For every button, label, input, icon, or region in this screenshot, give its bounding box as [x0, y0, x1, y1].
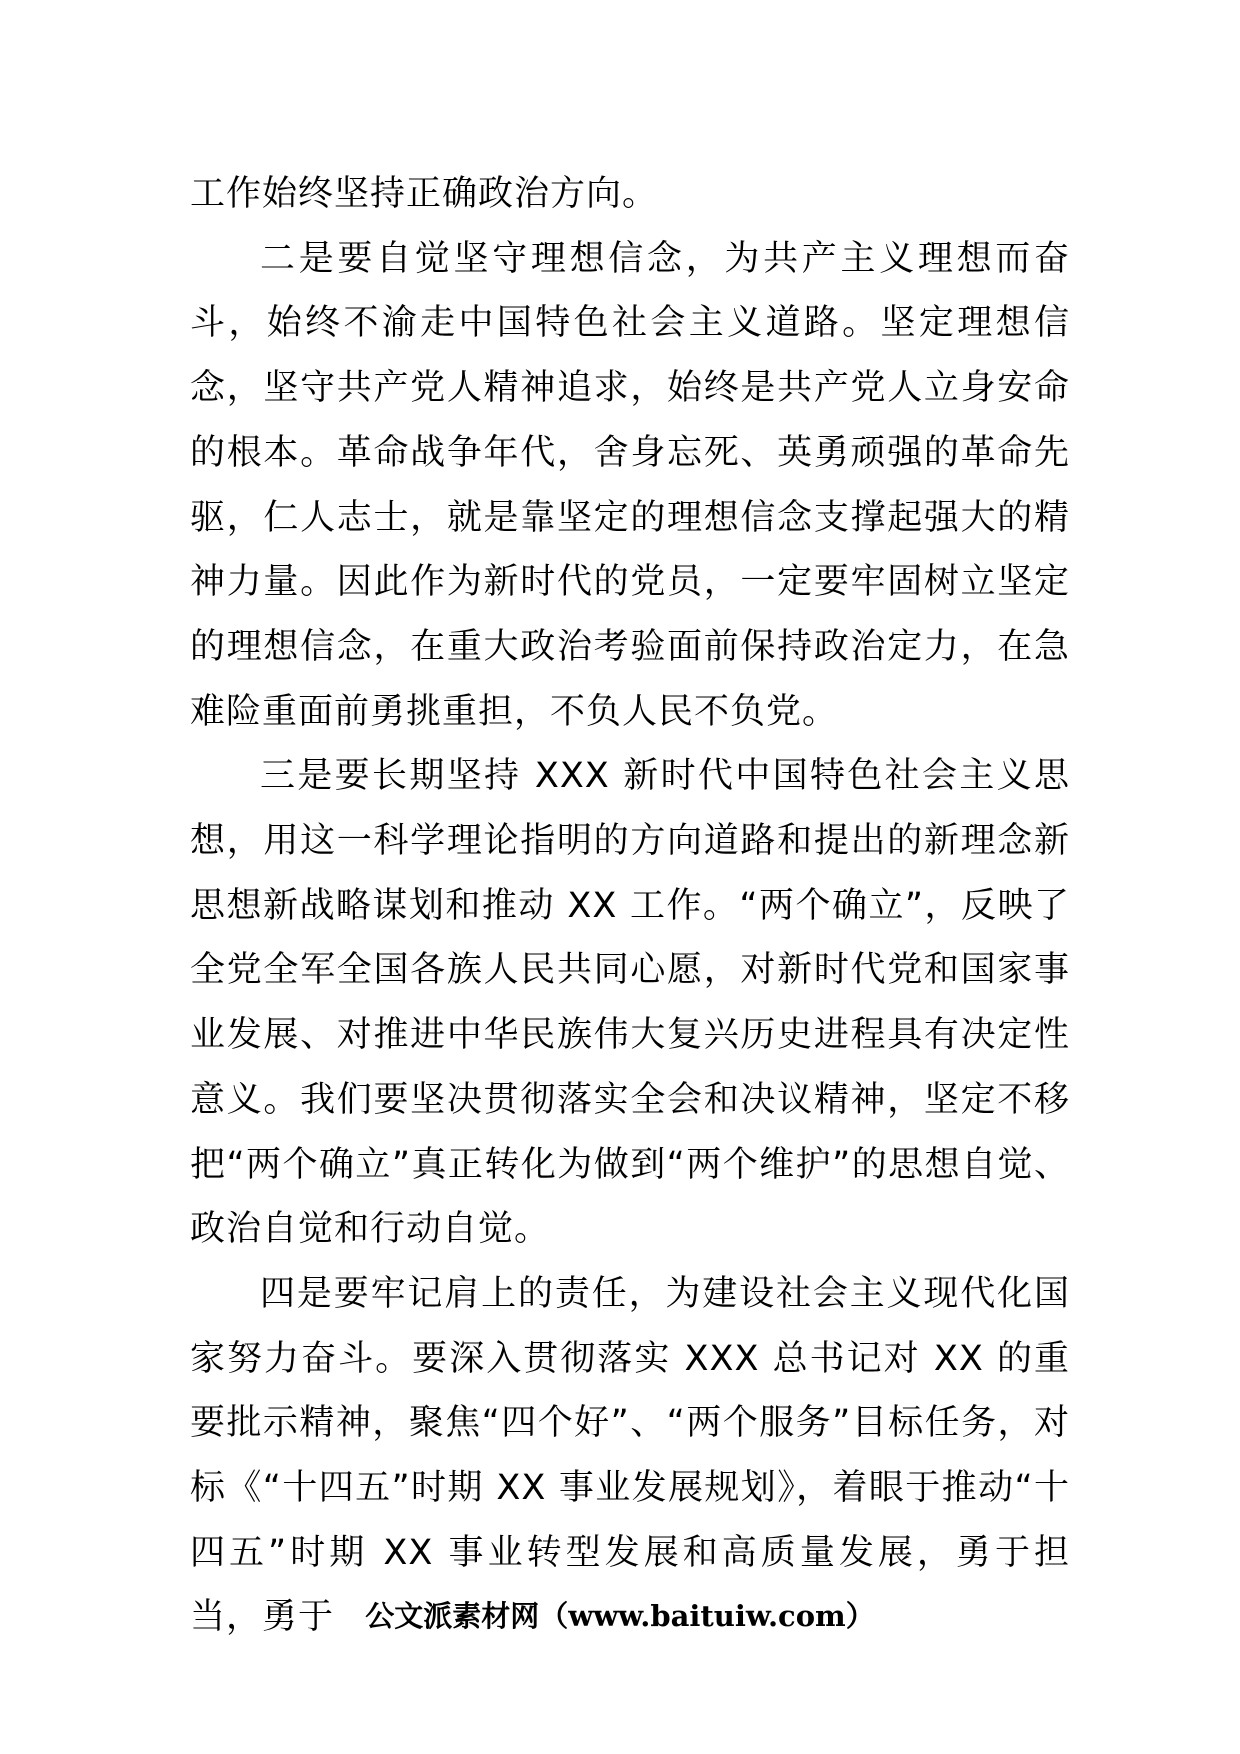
footer-watermark: 公文派素材网（www.baituiw.com） [365, 1599, 875, 1633]
document-body [190, 162, 1070, 1650]
paragraph-3: 三是要长期坚持 XXX 新时代中国特色社会主义思想，用这一科学理论指明的方向道路和提出的新理念新思想新战略谋划和推动 XX 工作。“两个确立”，反映了全党全军全国各族人民共同心愿，对新时代党和国家事业发展、对推进中华民族伟大复兴历史进程具有决定性意义。我们要坚决贯彻落实全会和决议精神，坚定不移把“两个确立”真正转化为做到“两个维护”的思想自觉、政治自觉和行动自觉。 [190, 756, 1070, 1250]
paragraph-2: 二是要自觉坚守理想信念，为共产主义理想而奋斗，始终不渝走中国特色社会主义道路。坚定理想信念，坚守共产党人精神追求，始终是共产党人立身安命的根本。革命战争年代，舍身忘死、英勇顽强的革命先驱，仁人志士，就是靠坚定的理想信念支撑起强大的精神力量。因此作为新时代的党员，一定要牢固树立坚定的理想信念，在重大政治考验面前保持政治定力，在急难险重面前勇挑重担，不负人民不负党。 [190, 238, 1070, 732]
paragraph-4: 四是要牢记肩上的责任，为建设社会主义现代化国家努力奋斗。要深入贯彻落实 XXX 总书记对 XX 的重要批示精神，聚焦“四个好”、“两个服务”目标任务，对标《“十四五”时期 XX 事业发展规划》，着眼于推动“十四五”时期 XX 事业转型发展和高质量发展，勇于担当，勇于 [190, 1273, 1070, 1638]
paragraph-1: 工作始终坚持正确政治方向。 [190, 174, 659, 214]
